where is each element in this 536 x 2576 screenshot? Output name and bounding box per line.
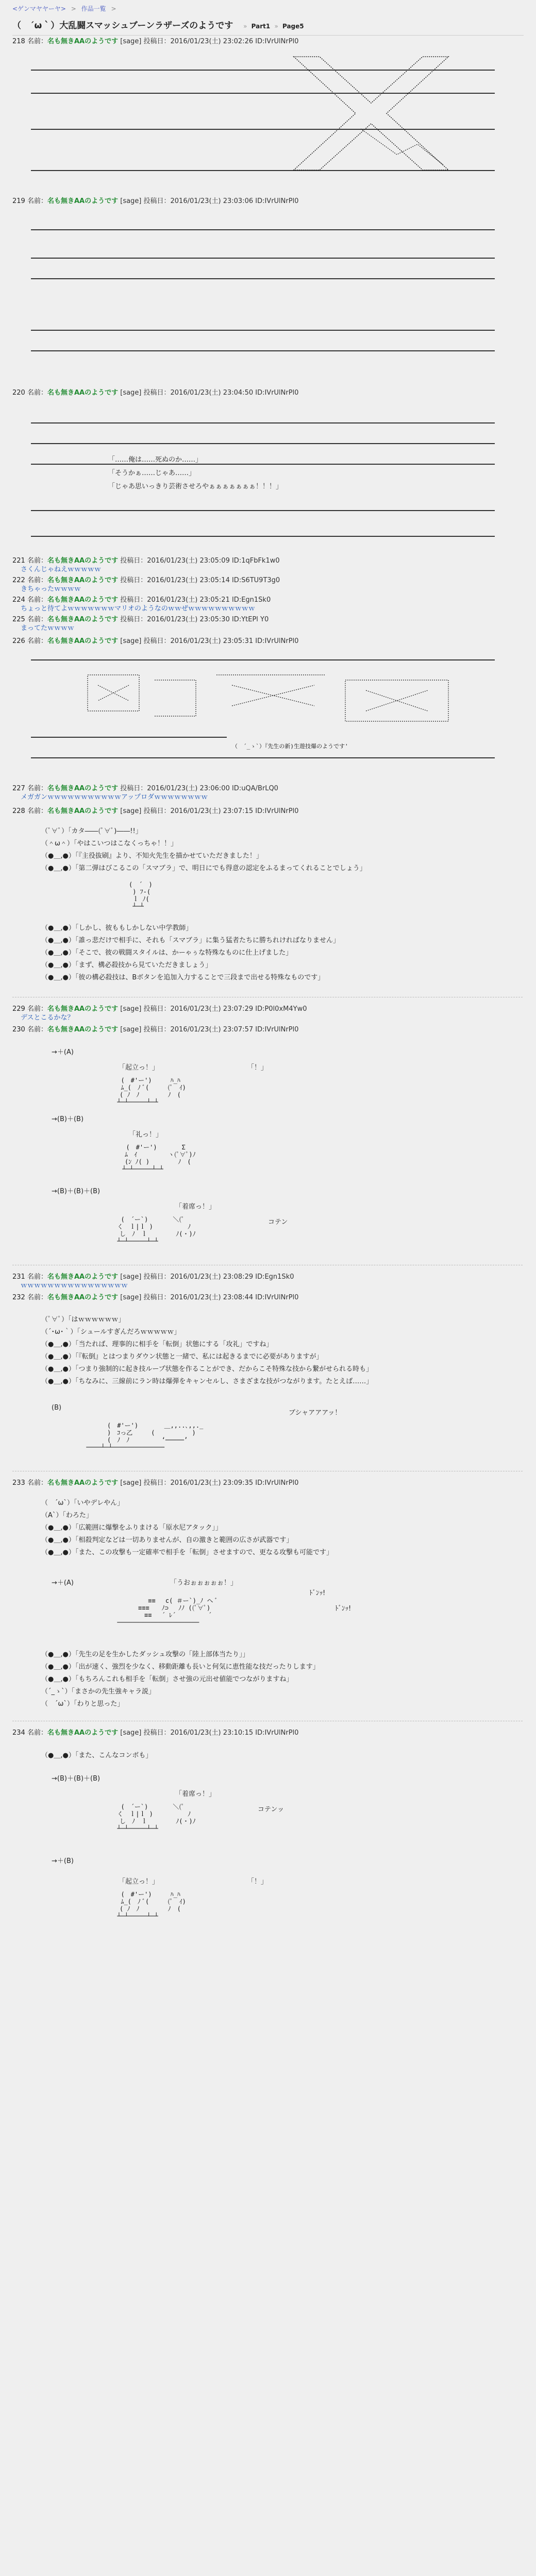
- post-number[interactable]: 222: [12, 577, 25, 584]
- post-meta: [sage] 投稿日：2016/01/23(土) 23:07:15 ID:IVrUlNrPl0: [120, 807, 299, 815]
- post-header: 226 名前：名も無きAAのようです [sage] 投稿日：2016/01/23(土) 23:05:31 ID:IVrUlNrPl0: [12, 637, 299, 645]
- post-header: 234 名前：名も無きAAのようです [sage] 投稿日：2016/01/23(土) 23:10:15 ID:IVrUlNrPl0: [12, 1729, 299, 1737]
- battle-input: →＋(A): [52, 1579, 74, 1587]
- dialog-line: 「じゃあ思いっきり芸術させろやぁぁぁぁぁぁぁ！！！」: [108, 483, 283, 490]
- post-222: [12, 576, 523, 594]
- post-meta: 投稿日：2016/01/23(土) 23:05:30 ID:YtEPl Y0: [120, 616, 269, 623]
- home-link[interactable]: <ゲンマヤヤーヤ>: [12, 5, 66, 12]
- post-number[interactable]: 229: [12, 1005, 25, 1013]
- post-meta: [sage] 投稿日：2016/01/23(土) 23:02:26 ID:IVrUlNrPl0: [120, 38, 299, 45]
- poster-name: 名も無きAAのようです: [47, 1026, 119, 1033]
- dialog-line: （ ´ω`）「わりと思った」: [41, 1700, 124, 1708]
- battle-sfx: ﾄﾞﾝｯ!: [309, 1589, 326, 1597]
- post-234: [12, 1728, 523, 1738]
- post-number[interactable]: 228: [12, 807, 25, 815]
- post-body: デスとこるかな？: [21, 1014, 74, 1022]
- battle-shout: 「！」: [247, 1064, 268, 1072]
- post-number[interactable]: 230: [12, 1026, 25, 1033]
- battle-shout: 「着席っ！」: [175, 1203, 216, 1211]
- post-meta: 投稿日：2016/01/23(土) 23:05:09 ID:1qFbFk1w0: [120, 557, 280, 565]
- post-header: 230 名前：名も無きAAのようです [sage] 投稿日：2016/01/23(土) 23:07:57 ID:IVrUlNrPl0: [12, 1026, 299, 1033]
- dialog-233: [41, 1497, 333, 1559]
- post-221: [12, 556, 523, 574]
- dialog-line: （●＿,●）「広範囲に爆撃をふりまける「原水尼アタック」」: [41, 1524, 222, 1532]
- part-page-crumb: [241, 23, 304, 30]
- post-meta: [sage] 投稿日：2016/01/23(土) 23:07:57 ID:IVrUlNrPl0: [120, 1026, 299, 1033]
- post-number[interactable]: 226: [12, 637, 25, 645]
- aa-line: [31, 330, 495, 331]
- dialog-line: （●＿,●）「誰っ悲だけで相手に、それも「スマブラ」に集う猛者たちに勝ちれければなりません」: [41, 937, 340, 944]
- dialog-line: （●＿,●）「出が速く、強烈を少なく、移動距離も長いと何気に恵性能な技だったりします」: [41, 1663, 320, 1671]
- post-header: 231 名前：名も無きAAのようです [sage] 投稿日：2016/01/23(土) 23:08:29 ID:Egn1Sk0: [12, 1273, 294, 1281]
- post-body: メガガンｗｗｗｗｗｗｗｗｗｗｗアップロダｗｗｗｗｗｗｗｗ: [21, 793, 208, 801]
- post-header: 220 名前：名も無きAAのようです [sage] 投稿日：2016/01/23(土) 23:04:50 ID:IVrUlNrPl0: [12, 389, 299, 397]
- poster-name: 名も無きAAのようです: [47, 577, 119, 584]
- post-number[interactable]: 218: [12, 38, 25, 45]
- aa-line: [31, 659, 495, 660]
- battle-shout: 「起立っ！」: [119, 1064, 159, 1072]
- post-meta: 投稿日：2016/01/23(土) 23:06:00 ID:uQA/BrLQ0: [120, 785, 278, 792]
- dialog-228-b: [41, 922, 340, 984]
- arrow-separator: »: [243, 23, 247, 30]
- post-number[interactable]: 221: [12, 557, 25, 565]
- post-number[interactable]: 231: [12, 1273, 25, 1281]
- post-number[interactable]: 219: [12, 197, 25, 205]
- dialog-220: [108, 453, 282, 494]
- poster-name: 名も無きAAのようです: [47, 1729, 119, 1737]
- dialog-line: （●＿,●）「つまり強制的に起き技ループ状態を作ることができ、だからこそ特殊な技から繋がせられる時も」: [41, 1365, 373, 1373]
- post-body: ちょっと待てよｗｗｗｗｗｗｗマリオのようなのｗｗぜｗｗｗｗｗｗｗｗｗｗ: [21, 605, 255, 613]
- dialog-233-b: [41, 1649, 320, 1710]
- battle-aa-art: ( #'ー') ﾊ_ﾊ ﾑ_( ﾉ ﾞ( (ﾟ ｲ) ( ﾉ ﾉ ﾉ ( ┴─┴─────┴─┴: [117, 1891, 186, 1920]
- post-meta: [sage] 投稿日：2016/01/23(土) 23:10:15 ID:IVrUlNrPl0: [120, 1729, 299, 1737]
- poster-name: 名も無きAAのようです: [47, 637, 119, 645]
- post-219: [12, 197, 523, 206]
- post-header: 228 名前：名も無きAAのようです [sage] 投稿日：2016/01/23(土) 23:07:15 ID:IVrUlNrPl0: [12, 807, 299, 815]
- poster-name: 名も無きAAのようです: [47, 1294, 119, 1301]
- post-meta: [sage] 投稿日：2016/01/23(土) 23:07:29 ID:P0l0xM4Yw0: [120, 1005, 307, 1013]
- dialog-228-a: [41, 825, 366, 875]
- dialog-line: （●＿,●）「そこで、彼の戦闘スタイルは、かーゃぅな特殊なものに仕上げました」: [41, 949, 293, 957]
- dialog-line: （●＿,●）「先生の足を生かしたダッシュ攻撃の「陸上部体当たり」」: [41, 1651, 249, 1658]
- dialog-line: （ ´ω`）「いやデレやん」: [41, 1499, 124, 1507]
- dialog-234: [41, 1749, 152, 1762]
- battle-input: →＋(B): [52, 1857, 74, 1865]
- battle-shout: 「礼っ！」: [129, 1131, 163, 1139]
- aa-line: [31, 422, 495, 423]
- post-header: 221 名前：名も無きAAのようです 投稿日：2016/01/23(土) 23:05:09 ID:1qFbFk1w0: [12, 557, 280, 565]
- aa-line: [31, 258, 495, 259]
- battle-aa-art: ( #'ー') Σ ﾑ ｲ ヽ(ﾟ∀ﾟ)ﾉ (ﾝ ﾉ( ) ﾉ ( ┴─┴─────┴─┴: [122, 1144, 196, 1173]
- poster-name: 名も無きAAのようです: [47, 557, 119, 565]
- post-body: ｗｗｗｗｗｗｗｗｗｗｗｗｗｗｗｗ: [21, 1282, 128, 1290]
- thread-title: [12, 18, 524, 36]
- post-230: [12, 1025, 523, 1035]
- dialog-line: （●＿,●）「ちなみに、三線前にラン時は爆弾をキャンセルし、さまざまな技がつながります。たとえば……」: [41, 1378, 373, 1385]
- post-header: 229 名前：名も無きAAのようです [sage] 投稿日：2016/01/23(土) 23:07:29 ID:P0l0xM4Yw0: [12, 1005, 307, 1013]
- post-meta: 投稿日：2016/01/23(土) 23:05:21 ID:Egn1Sk0: [120, 596, 271, 604]
- dialog-line: （●＿,●）「しかし、彼ももしかしない中学教師」: [41, 924, 193, 932]
- dialog-line: （´･ω･｀）「シュールすぎんだろｗｗｗｗｗ」: [41, 1328, 181, 1336]
- character-aa-art: ( ´ ) ) ﾌ-( ｌ ﾉ( ┴─┴: [129, 881, 153, 910]
- work-list-link[interactable]: 作品一覧: [81, 5, 106, 12]
- post-header: 222 名前：名も無きAAのようです 投稿日：2016/01/23(土) 23:05:14 ID:S6TU9T3g0: [12, 577, 280, 584]
- post-232: [12, 1293, 523, 1302]
- poster-name: 名も無きAAのようです: [47, 785, 119, 792]
- dialog-line: （´_ゝ`）「まさかの先生強キャラ説」: [41, 1688, 156, 1696]
- dialog-line: 「そうかぁ……じゃあ……」: [108, 469, 196, 477]
- aa-line: [31, 350, 495, 351]
- post-229: [12, 1005, 523, 1022]
- post-header: 225 名前：名も無きAAのようです 投稿日：2016/01/23(土) 23:05:30 ID:YtEPl Y0: [12, 616, 269, 623]
- thread-title-text: （ ´ω｀）大乱闘スマッシュブーンラザーズのようです: [12, 21, 233, 31]
- dialog-line: （ﾟ∀ﾟ）「はｗｗｗｗｗｗ」: [41, 1316, 125, 1324]
- post-body: さくんじゃねえｗｗｗｗｗ: [21, 566, 102, 573]
- dialog-line: （●＿,●）「『主役抜刷』より、不知火先生を描かせていただきました！」: [41, 852, 263, 860]
- battle-input: →＋(A): [52, 1048, 74, 1056]
- aa-line: [31, 536, 495, 537]
- dialog-line: （●＿,●）「彼の構必殺技は、Bボタンを追加入力することで三段まで出せる特殊なものです」: [41, 974, 325, 981]
- battle-sfx: ブシャアアアッ！: [289, 1409, 342, 1417]
- dialog-line: （ﾟ∀ﾟ）「カタ――(ﾟ∀ﾟ)――!!」: [41, 827, 142, 835]
- post-header: 224 名前：名も無きAAのようです 投稿日：2016/01/23(土) 23:05:21 ID:Egn1Sk0: [12, 596, 271, 604]
- battle-shout: 「！」: [247, 1878, 268, 1886]
- battle-shout: 「うおぉぉぉぉぉ！」: [170, 1579, 238, 1587]
- dialog-line: （●＿,●）「まず、構必殺技から見ていただきましょう」: [41, 961, 212, 969]
- post-227: [12, 784, 523, 802]
- post-220: [12, 388, 523, 398]
- aa-line: [31, 737, 227, 738]
- post-meta: [sage] 投稿日：2016/01/23(土) 23:09:35 ID:IVrUlNrPl0: [120, 1479, 299, 1487]
- dialog-line: （●＿,●）「もちろんこれも相手を「転倒」させ強の元出せ値能でつながりますね」: [41, 1675, 293, 1683]
- dialog-232: [41, 1314, 373, 1388]
- battle-sfx: コテンッ: [258, 1806, 284, 1814]
- post-header: 218 名前：名も無きAAのようです [sage] 投稿日：2016/01/23(土) 23:02:26 ID:IVrUlNrPl0: [12, 38, 299, 45]
- breadcrumb-nav: [0, 0, 536, 14]
- battle-aa-art: ( #'ー') ＿,,..､,,._ ) ｺっ乙 ( ) ( ﾉ ﾉ ‘─────’ ────┴─┴──────────────: [86, 1422, 204, 1451]
- poster-name: 名も無きAAのようです: [47, 1005, 119, 1013]
- battle-input: (B): [52, 1404, 62, 1412]
- arrow-separator: »: [274, 23, 278, 30]
- title-logo-aa-art: [77, 665, 479, 742]
- post-218: [12, 37, 523, 46]
- battle-sfx: ﾄﾞﾝｯ!: [335, 1605, 351, 1613]
- poster-name: 名も無きAAのようです: [47, 197, 119, 205]
- post-number[interactable]: 227: [12, 785, 25, 792]
- battle-shout: 「起立っ！」: [119, 1878, 159, 1886]
- dialog-line: （＾ω＾）「やはこいつはこなくっちゃ！！」: [41, 840, 178, 848]
- post-header: 219 名前：名も無きAAのようです [sage] 投稿日：2016/01/23(土) 23:03:06 ID:IVrUlNrPl0: [12, 197, 299, 205]
- dialog-line: （●＿,●）「また、こんなコンボも」: [41, 1752, 153, 1759]
- aa-line: [31, 757, 495, 758]
- post-231: [12, 1273, 523, 1290]
- battle-sfx: コテン: [268, 1218, 288, 1226]
- title-caption: （ ´_ゝ`）『先生の新)生遊技爆のようです': [232, 743, 348, 750]
- post-228: [12, 807, 523, 816]
- poster-name: 名も無きAAのようです: [47, 1273, 119, 1281]
- post-header: 232 名前：名も無きAAのようです [sage] 投稿日：2016/01/23(土) 23:08:44 ID:IVrUlNrPl0: [12, 1294, 299, 1301]
- post-meta: 投稿日：2016/01/23(土) 23:05:14 ID:S6TU9T3g0: [120, 577, 280, 584]
- dialog-line: （●＿,●）「『転倒』とはつまりダウン状態と一緒で、私には起きるまでに必要がありますが」: [41, 1353, 323, 1361]
- post-meta: [sage] 投稿日：2016/01/23(土) 23:04:50 ID:IVrUlNrPl0: [120, 389, 299, 397]
- poster-name: 名も無きAAのようです: [47, 596, 119, 604]
- poster-name: 名も無きAAのようです: [47, 389, 119, 397]
- battle-shout: 「着席っ！」: [175, 1790, 216, 1798]
- post-233: [12, 1479, 523, 1488]
- aa-line: [31, 278, 495, 279]
- post-meta: [sage] 投稿日：2016/01/23(土) 23:08:44 ID:IVrUlNrPl0: [120, 1294, 299, 1301]
- post-header: 227 名前：名も無きAAのようです 投稿日：2016/01/23(土) 23:06:00 ID:uQA/BrLQ0: [12, 785, 278, 792]
- post-224: [12, 596, 523, 613]
- dialog-line: （●＿,●）「また、この攻撃も一定確率で相手を「転倒」させますので、更なる攻撃も可能です」: [41, 1549, 333, 1556]
- poster-name: 名も無きAAのようです: [47, 616, 119, 623]
- poster-name: 名も無きAAのようです: [47, 1479, 119, 1487]
- breadcrumb-separator: >: [111, 5, 116, 12]
- battle-aa-art: ( ´ー`) ＼(ﾟ く ｌ|ｌ ) ﾉ し ﾉ ｌ ﾉ(・)ﾉ ┴─┴─────┴─┴: [117, 1803, 196, 1832]
- post-number[interactable]: 224: [12, 596, 25, 604]
- dialog-line: （A`）「わろた」: [41, 1512, 93, 1519]
- post-number[interactable]: 225: [12, 616, 25, 623]
- post-header: 233 名前：名も無きAAのようです [sage] 投稿日：2016/01/23(土) 23:09:35 ID:IVrUlNrPl0: [12, 1479, 299, 1487]
- battle-input: →(B)＋(B): [52, 1115, 84, 1123]
- post-225: [12, 615, 523, 633]
- aa-line: [31, 443, 495, 444]
- battle-aa-art: ≡≡ c( ＃ー`)_ﾉ ヘ ﾞ ≡≡≡ ﾉ⊃ ﾉﾉ ((ﾟ∀ﾟ) ≡≡ ´ ﾚ´ ´ ──────────────────────: [117, 1597, 218, 1626]
- post-body: まってたｗｗｗｗ: [21, 624, 75, 632]
- post-226: [12, 637, 523, 646]
- aa-line: [31, 229, 495, 230]
- dialog-line: （●＿,●）「相殺判定などは一切ありませんが、自の激きと範囲の広さが武器です」: [41, 1536, 293, 1544]
- poster-name: 名も無きAAのようです: [47, 38, 119, 45]
- post-number[interactable]: 220: [12, 389, 25, 397]
- post-number[interactable]: 232: [12, 1294, 25, 1301]
- dialog-line: （●＿,●）「当たれば、理事的に相手を「転倒」状態にする「攻礼」ですね」: [41, 1341, 273, 1348]
- post-number[interactable]: 234: [12, 1729, 25, 1737]
- post-body: きちゃったｗｗｗｗ: [21, 585, 81, 593]
- post-meta: [sage] 投稿日：2016/01/23(土) 23:05:31 ID:IVrUlNrPl0: [120, 637, 299, 645]
- dialog-line: 「……俺は……死ぬのか……」: [108, 456, 203, 464]
- battle-aa-art: ( ´ー`) ＼(ﾟ く ｌ|ｌ ) ﾉ し ﾉ ｌ ﾉ(・)ﾉ ┴─┴─────┴─┴: [117, 1216, 196, 1245]
- page-label[interactable]: Page5: [282, 23, 304, 30]
- battle-input: →(B)＋(B)＋(B): [52, 1188, 100, 1195]
- part-label[interactable]: Part1: [251, 23, 271, 30]
- breadcrumb-separator: >: [71, 5, 76, 12]
- post-meta: [sage] 投稿日：2016/01/23(土) 23:03:06 ID:IVrUlNrPl0: [120, 197, 299, 205]
- battle-aa-art: ( #'ー') ﾊ_ﾊ ﾑ_( ﾉ ﾞ( (ﾟ ｲ) ( ﾉ ﾉ ﾉ ( ┴─┴─────┴─┴: [117, 1077, 186, 1106]
- aa-line: [31, 510, 495, 511]
- post-number[interactable]: 233: [12, 1479, 25, 1487]
- poster-name: 名も無きAAのようです: [47, 807, 119, 815]
- explosion-aa-art: [289, 52, 454, 175]
- dialog-line: （●＿,●）「第二弾はびこるこの「スマブラ」で、明日にでも得意の認定をふるまってくれることでしょう」: [41, 865, 366, 872]
- battle-input: →(B)＋(B)＋(B): [52, 1775, 100, 1783]
- post-meta: [sage] 投稿日：2016/01/23(土) 23:08:29 ID:Egn1Sk0: [120, 1273, 294, 1281]
